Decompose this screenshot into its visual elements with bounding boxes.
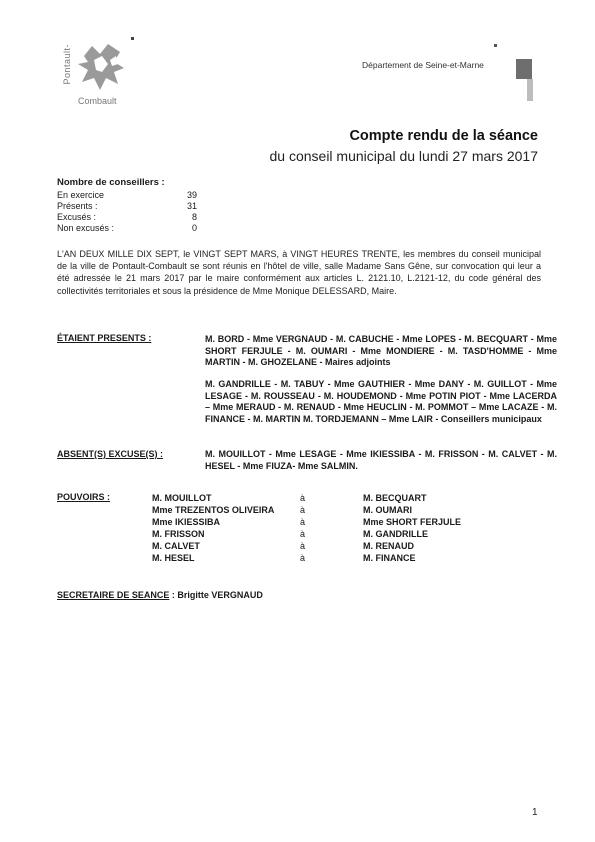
absents-list: M. MOUILLOT - Mme LESAGE - Mme IKIESSIBA - M. FRISSON - M. CALVET - M. HESEL - Mme FIUZA- Mme SALMIN.: [205, 449, 557, 471]
count-row: [57, 190, 197, 201]
proxy-from: Mme TREZENTOS OLIVEIRA: [152, 505, 275, 515]
proxy-row: [152, 517, 512, 529]
proxy-from: Mme IKIESSIBA: [152, 517, 221, 527]
scan-mark: [494, 44, 497, 47]
proxy-symbol: à: [300, 529, 306, 539]
count-label: Non excusés :: [57, 223, 115, 233]
proxy-from: M. FRISSON: [152, 529, 205, 539]
count-value: 31: [186, 201, 197, 211]
presents-conseillers: M. GANDRILLE - M. TABUY - Mme GAUTHIER - Mme DANY - M. GUILLOT - Mme LESAGE - M. ROUSSEAU - M. HOUDEMOND - Mme POTIN PIOT - Mme LACERDA – Mme MERAUD - M. RENAUD - Mme HEUCLIN - M. POMMOT – Mme LACAZE - M. FINANCE - M. MARTIN M. TORDJEMANN – Mme LAIR - Conseillers municipaux: [205, 379, 557, 424]
proxy-row: [152, 541, 512, 553]
counts-heading: Nombre de conseillers :: [57, 177, 165, 188]
count-row: [57, 223, 197, 234]
proxy-from: M. MOUILLOT: [152, 493, 212, 503]
proxy-to: M. RENAUD: [363, 541, 414, 551]
page-number: 1: [532, 807, 538, 818]
proxy-to: M. OUMARI: [363, 505, 412, 515]
logo-text-bottom: Combault: [78, 96, 117, 106]
absents-label: ABSENT(S) EXCUSE(S) :: [57, 449, 164, 459]
proxy-row: [152, 505, 512, 517]
proxy-symbol: à: [300, 553, 306, 563]
document-subtitle: du conseil municipal du lundi 27 mars 2017: [269, 148, 538, 164]
presents-adjoints: M. BORD - Mme VERGNAUD - M. CABUCHE - Mme LOPES - M. BECQUART - Mme SHORT FERJULE - M. OUMARI - Mme MONDIERE - M. TASD'HOMME - Mme MARTIN - M. GHOZELANE - Maires adjoints: [205, 334, 557, 367]
pouvoirs-label: POUVOIRS :: [57, 492, 111, 502]
count-label: Excusés :: [57, 212, 97, 222]
secretary-separator: :: [169, 590, 178, 600]
presents-label: ÉTAIENT PRESENTS :: [57, 333, 152, 343]
secretary-line: [57, 590, 263, 600]
proxy-row: [152, 493, 512, 505]
count-label: Présents :: [57, 201, 98, 211]
header-bar-dark: [516, 59, 532, 79]
count-row: [57, 212, 197, 223]
proxy-row: [152, 529, 512, 541]
session-intro-paragraph: L'AN DEUX MILLE DIX SEPT, le VINGT SEPT MARS, à VINGT HEURES TRENTE, les membres du conseil municipal de la ville de Pontault-Combault se sont réunis en l'hôtel de ville, salle Madame Sans Gêne, sur convocation qui leur a été adressée le 21 mars 2017 par le maire conformément aux articles L. 2121.10, L.2121-12, du code général des collectivités territoriales et sous la présidence de Mme Monique DELESSARD, Maire.: [57, 249, 541, 296]
proxy-symbol: à: [300, 517, 306, 527]
count-value: 0: [191, 223, 197, 233]
proxy-symbol: à: [300, 505, 306, 515]
secretary-name: Brigitte VERGNAUD: [177, 590, 263, 600]
proxy-symbol: à: [300, 541, 306, 551]
header-bar-light: [527, 79, 533, 101]
proxy-row: [152, 553, 512, 565]
count-row: [57, 201, 197, 212]
proxy-from: M. CALVET: [152, 541, 200, 551]
proxy-to: M. GANDRILLE: [363, 529, 428, 539]
city-logo: [60, 38, 140, 110]
department-name: Département de Seine-et-Marne: [362, 60, 484, 70]
proxy-symbol: à: [300, 493, 306, 503]
proxy-to: M. BECQUART: [363, 493, 427, 503]
secretary-label: SECRETAIRE DE SEANCE: [57, 590, 170, 600]
proxy-to: M. FINANCE: [363, 553, 416, 563]
scan-mark: [131, 37, 134, 40]
proxy-to: Mme SHORT FERJULE: [363, 517, 462, 527]
count-value: 39: [186, 190, 197, 200]
document-title: Compte rendu de la séance: [349, 128, 538, 144]
proxy-from: M. HESEL: [152, 553, 195, 563]
count-value: 8: [191, 212, 197, 222]
count-label: En exercice: [57, 190, 105, 200]
logo-emblem-icon: [74, 42, 130, 94]
logo-text-vertical: Pontault-: [62, 44, 72, 85]
